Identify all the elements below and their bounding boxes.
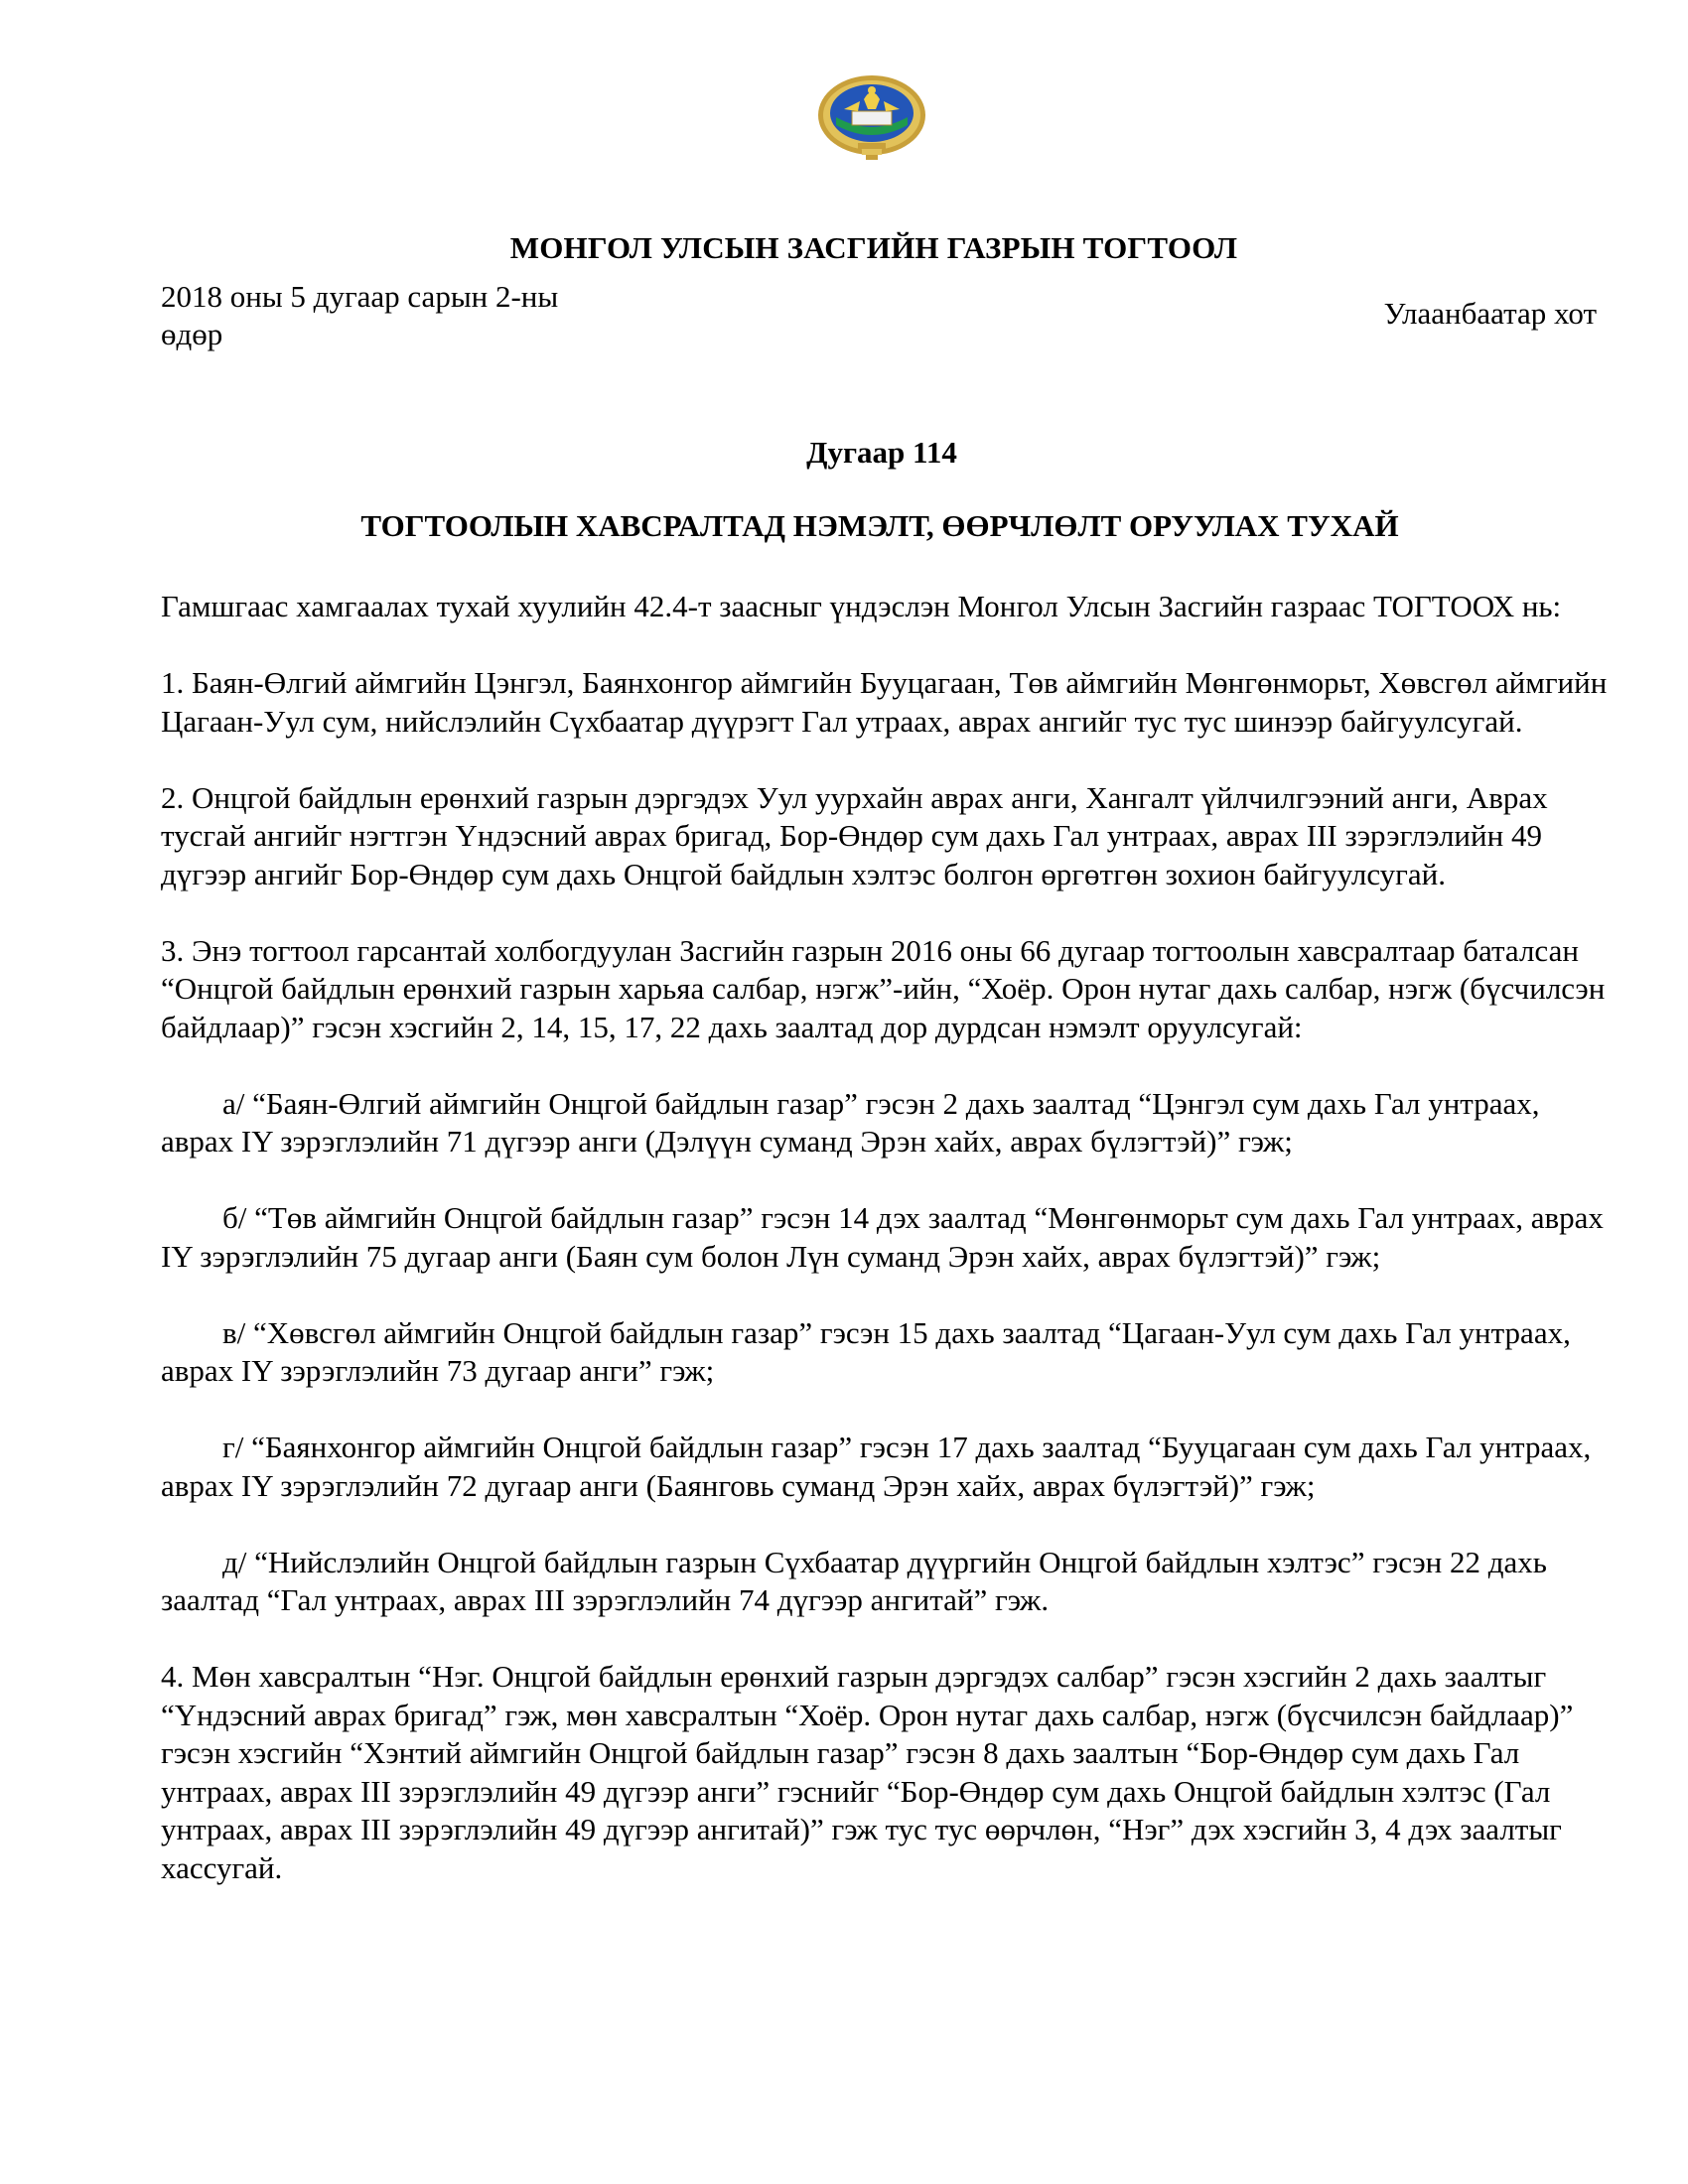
decree-body — [161, 588, 1611, 1926]
decree-city: Улаанбаатар хот — [1383, 296, 1597, 331]
paragraph-1: 1. Баян-Өлгий аймгийн Цэнгэл, Баянхонгор аймгийн Бууцагаан, Төв аймгийн Мөнгөнморьт, Хөвсгөл аймгийн Цагаан-Уул сум, нийслэлийн Сүхбаатар дүүрэгт Гал утраах, аврах ангийг тус тус шинээр байгуулсугай. — [161, 665, 1608, 739]
paragraph-2: 2. Онцгой байдлын ерөнхий газрын дэргэдэх Уул уурхайн аврах анги, Хангалт үйлчилгээний анги, Аврах тусгай ангийг нэгтгэн Үндэсний аврах бригад, Бор-Өндөр сум дахь Гал унтраах, аврах III зэрэглэлийн 49 дүгээр ангийг Бор-Өндөр сум дахь Онцгой байдлын хэлтэс болгон өргөтгөн зохион байгуулсугай. — [161, 779, 1548, 891]
subparagraph-b: б/ “Төв аймгийн Онцгой байдлын газар” гэсэн 14 дэх заалтад “Мөнгөнморьт сум дахь Гал унтраах, аврах IY зэрэглэлийн 75 дугаар анги (Баян сум болон Лүн суманд Эрэн хайх, аврах бүлэгтэй)” гэж; — [161, 1200, 1604, 1274]
paragraph-4: 4. Мөн хавсралтын “Нэг. Онцгой байдлын ерөнхий газрын дэргэдэх салбар” гэсэн хэсгийн 2 дахь заалтыг “Үндэсний аврах бригад” гэж, мөн хавсралтын “Хоёр. Орон нутаг дахь салбар, нэгж (бүсчилсэн байдлаар)” гэсэн хэсгийн “Хэнтий аймгийн Онцгой байдлын газар” гэсэн 8 дахь заалтын “Бор-Өндөр сум дахь Гал унтраах, аврах III зэрэглэлийн 49 дүгээр анги” гэснийг “Бор-Өндөр сум дахь Онцгой байдлын хэлтэс (Гал унтраах, аврах III зэрэглэлийн 49 дүгээр ангитай)” гэж тус тус өөрчлөн, “Нэг” дэх хэсгийн 3, 4 дэх заалтыг хассугай. — [161, 1659, 1574, 1885]
subparagraph-g: г/ “Баянхонгор аймгийн Онцгой байдлын газар” гэсэн 17 дахь заалтад “Бууцагаан сум дахь Гал унтраах, аврах IY зэрэглэлийн 72 дугаар анги (Баянговь суманд Эрэн хайх, аврах бүлэгтэй)” гэж; — [161, 1430, 1592, 1503]
decree-date — [161, 278, 677, 353]
subparagraph-d: д/ “Нийслэлийн Онцгой байдлын газрын Сүхбаатар дүүргийн Онцгой байдлын хэлтэс” гэсэн 22 дахь заалтад “Гал унтраах, аврах III зэрэглэлийн 74 дүгээр ангитай” гэж. — [161, 1544, 1547, 1617]
preamble-paragraph: Гамшгаас хамгаалах тухай хуулийн 42.4-т заасныг үндэслэн Монгол Улсын Засгийн газраас ТОГТООХ нь: — [161, 589, 1562, 623]
paragraph-3: 3. Энэ тогтоол гарсантай холбогдуулан Засгийн газрын 2016 оны 66 дугаар тогтоолын хавсралтаар баталсан “Онцгой байдлын ерөнхий газрын харьяа салбар, нэгж”-ийн, “Хоёр. Орон нутаг дахь салбар, нэгж (бүсчилсэн байдлаар)” гэсэн хэсгийн 2, 14, 15, 17, 22 дахь заалтад дор дурдсан нэмэлт оруулсугай: — [161, 932, 1606, 1044]
subparagraph-v: в/ “Хөвсгөл аймгийн Онцгой байдлын газар” гэсэн 15 дахь заалтад “Цагаан-Уул сум дахь Гал унтраах, аврах IY зэрэглэлийн 73 дугаар анги” гэж; — [161, 1314, 1571, 1388]
date-line-2: өдөр — [161, 317, 223, 351]
mongolia-state-emblem-icon — [814, 71, 929, 163]
decree-subject: ТОГТООЛЫН ХАВСРАЛТАД НЭМЭЛТ, ӨӨРЧЛӨЛТ ОРУУЛАХ ТУХАЙ — [360, 508, 1399, 543]
date-line-1: 2018 оны 5 дугаар сарын 2-ны — [161, 279, 559, 314]
subparagraph-a: а/ “Баян-Өлгий аймгийн Онцгой байдлын газар” гэсэн 2 дахь заалтад “Цэнгэл сум дахь Гал унтраах, аврах IY зэрэглэлийн 71 дүгээр анги (Дэлүүн суманд Эрэн хайх, аврах бүлэгтэй)” гэж; — [161, 1085, 1540, 1159]
decree-number: Дугаар 114 — [806, 435, 957, 470]
document-title: МОНГОЛ УЛСЫН ЗАСГИЙН ГАЗРЫН ТОГТООЛ — [509, 230, 1238, 265]
